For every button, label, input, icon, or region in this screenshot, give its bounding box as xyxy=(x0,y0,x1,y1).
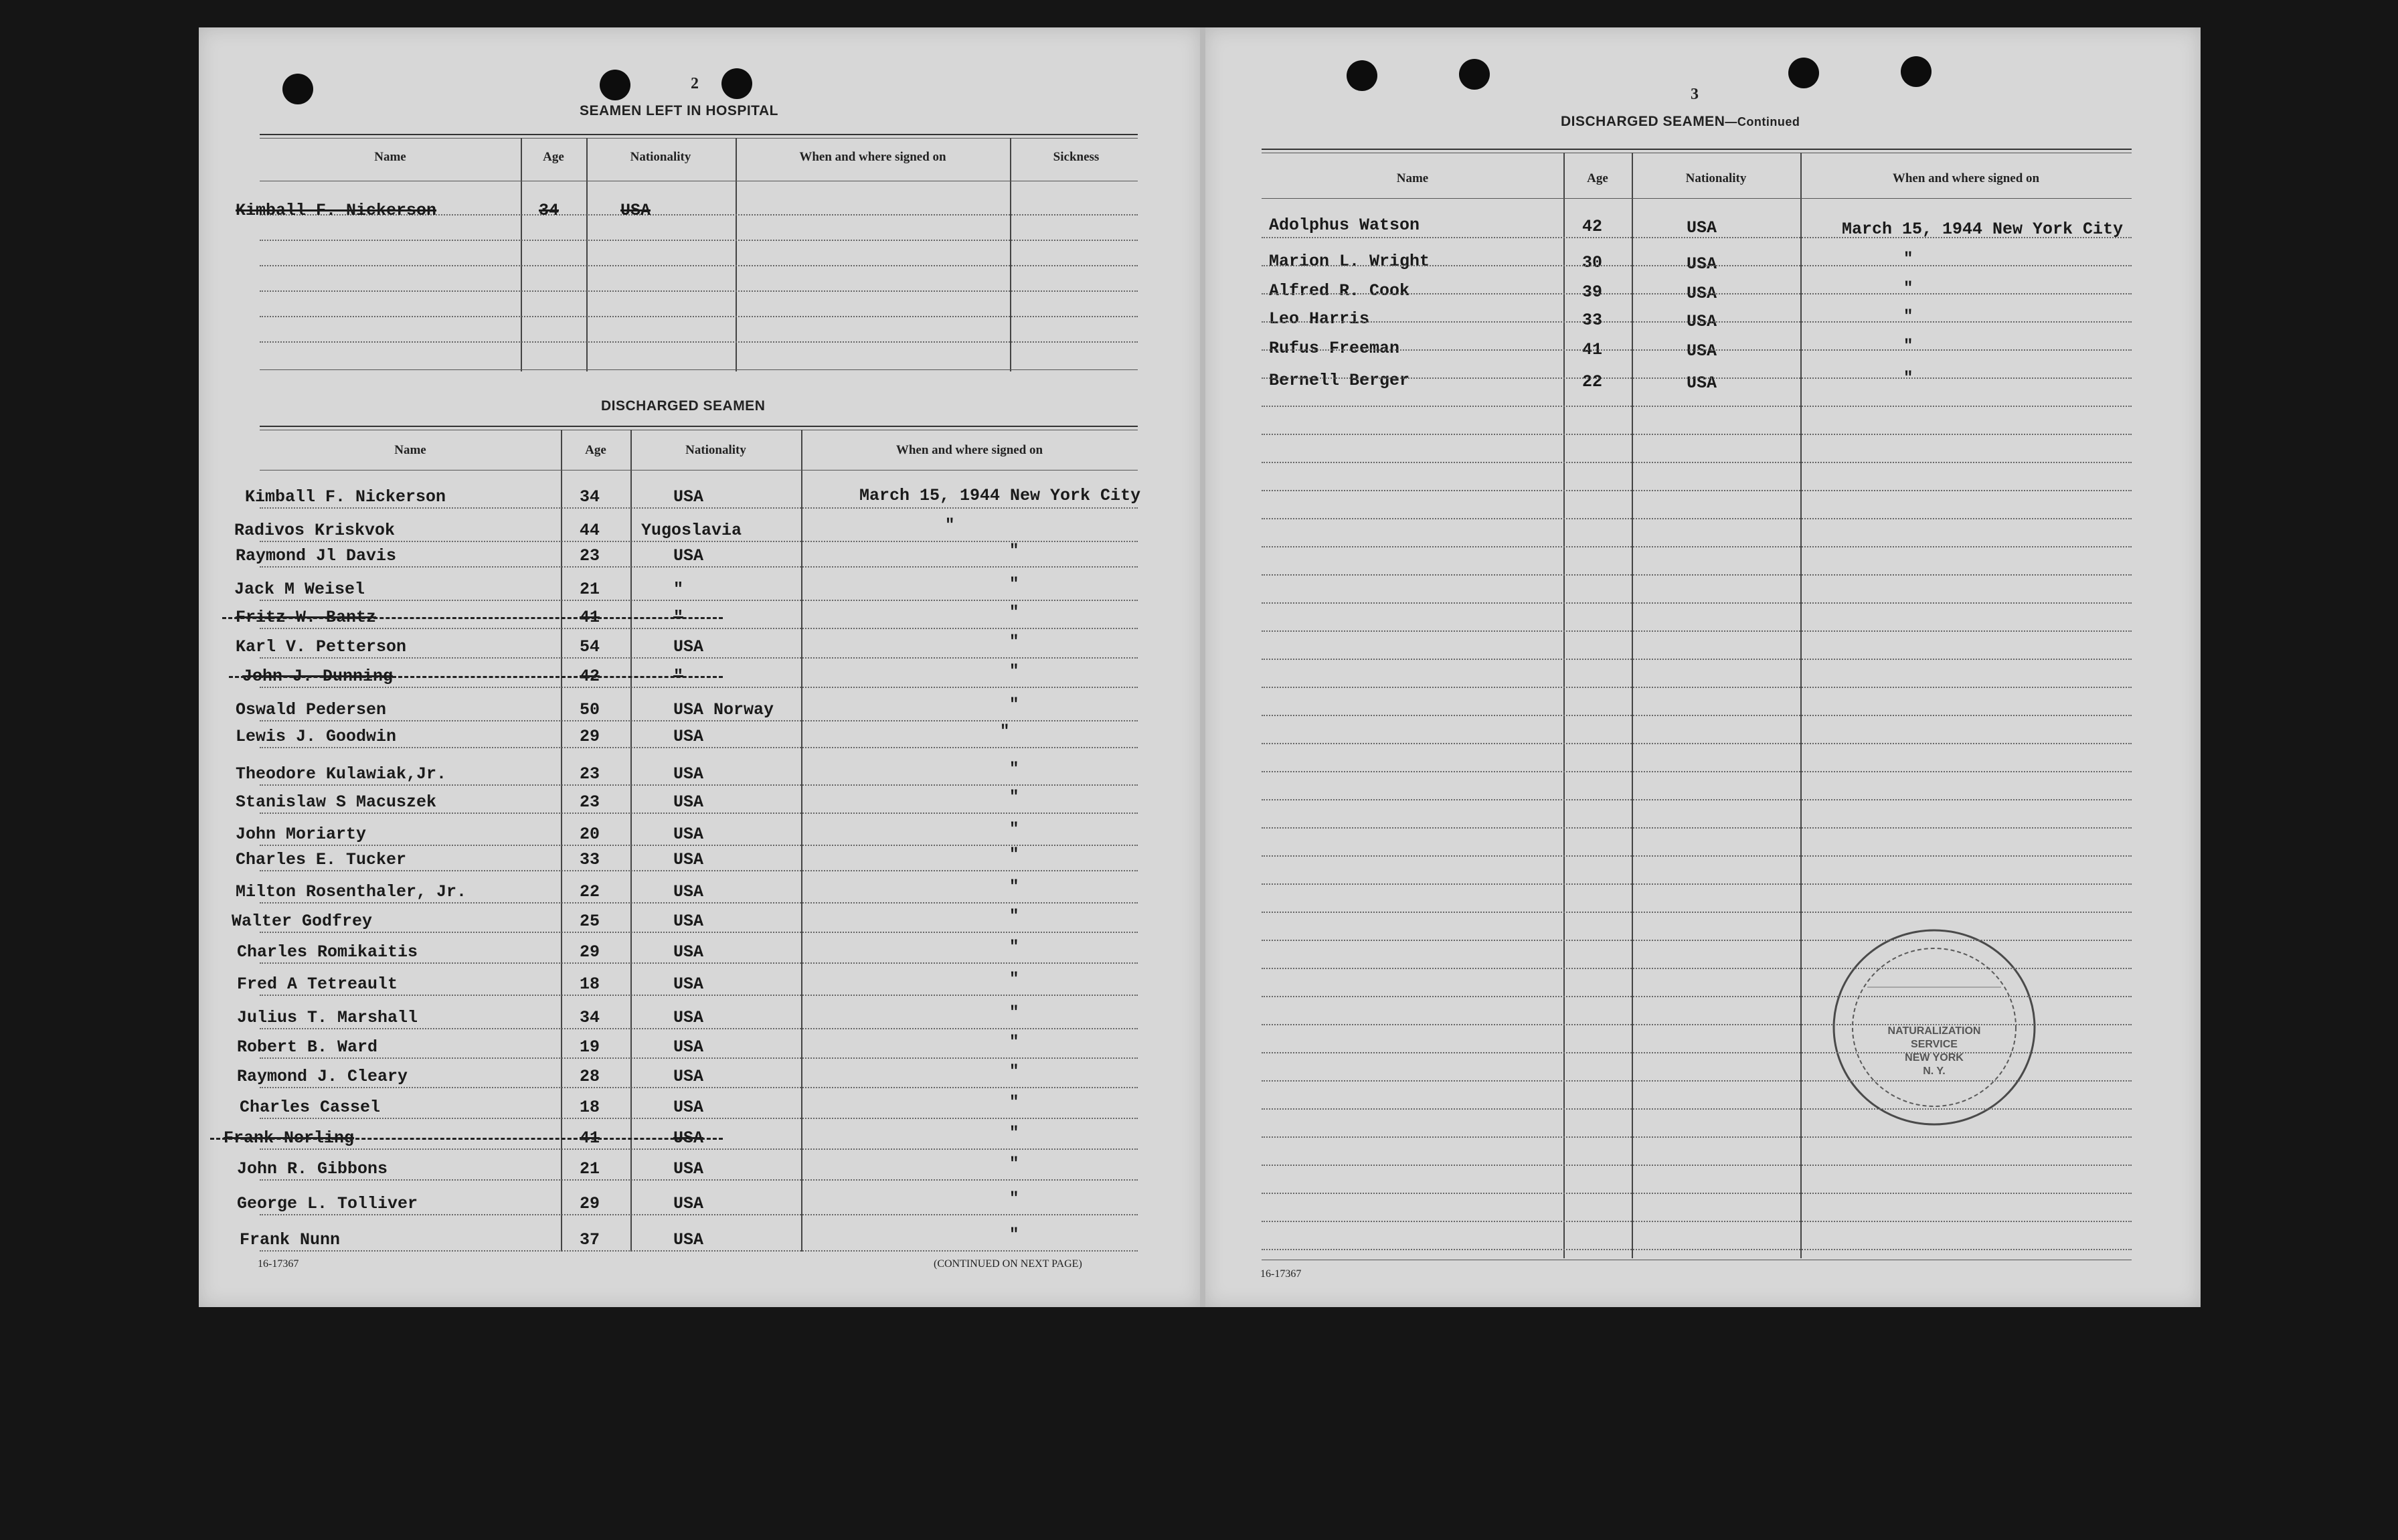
rule-line xyxy=(1262,827,2132,829)
hospital-nationality: USA xyxy=(620,201,651,220)
ditto-mark: " xyxy=(1903,308,1913,326)
right-seaman-name: Rufus Freeman xyxy=(1269,339,1400,358)
rule-line xyxy=(1262,1165,2132,1166)
ditto-mark: " xyxy=(1009,908,1019,926)
rule-line xyxy=(1262,1193,2132,1194)
seaman-age: 37 xyxy=(580,1230,600,1250)
seaman-name: Charles E. Tucker xyxy=(236,850,407,869)
seaman-name: Karl V. Petterson xyxy=(236,637,407,657)
right-seaman-age: 41 xyxy=(1582,340,1603,359)
seaman-age: 22 xyxy=(580,882,600,902)
rule-line xyxy=(1262,940,2132,941)
rule-line xyxy=(260,541,1138,542)
right-seaman-nationality: USA xyxy=(1687,254,1717,274)
seaman-age: 25 xyxy=(580,912,600,931)
seaman-name: Fritz W. Bantz xyxy=(236,608,377,627)
ditto-mark: " xyxy=(1000,723,1010,741)
column-divider xyxy=(1563,153,1565,1258)
rule-line xyxy=(260,812,1138,814)
hospital-col-header: Age xyxy=(543,150,564,164)
seaman-nationality: USA xyxy=(673,1098,704,1117)
form-number-left: 16-17367 xyxy=(258,1258,299,1270)
seaman-name: Raymond J. Cleary xyxy=(237,1067,408,1086)
rule-line xyxy=(1262,198,2132,199)
punch-hole xyxy=(1788,58,1819,88)
seaman-nationality: USA xyxy=(673,727,704,746)
ditto-mark: " xyxy=(1009,663,1019,681)
right-section-title xyxy=(1561,114,1800,130)
column-divider xyxy=(521,138,522,371)
seaman-signed-on: March 15, 1944 New York City xyxy=(859,486,1141,505)
rule-line xyxy=(1262,1024,2132,1025)
seaman-name: Oswald Pedersen xyxy=(236,700,387,719)
seaman-age: 41 xyxy=(580,1128,600,1148)
discharged-col-header: Age xyxy=(585,443,606,457)
ditto-mark: " xyxy=(1009,1033,1019,1051)
right-seaman-age: 42 xyxy=(1582,217,1603,236)
seaman-age: 34 xyxy=(580,1008,600,1027)
seaman-nationality: USA xyxy=(673,825,704,844)
rule-line xyxy=(260,1057,1138,1059)
rule-line xyxy=(1262,1136,2132,1138)
rule-line xyxy=(1262,490,2132,491)
ditto-mark: " xyxy=(1009,846,1019,864)
right-seaman-name: Adolphus Watson xyxy=(1269,216,1420,235)
rule-line xyxy=(260,962,1138,964)
right-seaman-signed-on: March 15, 1944 New York City xyxy=(1842,220,2124,239)
seaman-age: 44 xyxy=(580,521,600,540)
seaman-age: 54 xyxy=(580,637,600,657)
seaman-age: 42 xyxy=(580,667,600,686)
seaman-name: Jack M Weisel xyxy=(234,580,365,599)
seaman-age: 18 xyxy=(580,974,600,994)
hospital-section-title: SEAMEN LEFT IN HOSPITAL xyxy=(580,103,778,118)
discharged-section-title: DISCHARGED SEAMEN xyxy=(601,398,766,414)
ditto-mark: " xyxy=(1009,788,1019,806)
rule-line xyxy=(260,316,1138,317)
seaman-nationality: USA xyxy=(673,942,704,962)
ditto-mark: " xyxy=(1009,576,1019,594)
strike-through xyxy=(222,617,723,619)
rule-line xyxy=(260,902,1138,904)
stamp-line1: NATURALIZATION xyxy=(1887,1025,1981,1037)
rule-line xyxy=(1262,630,2132,632)
seaman-age: 29 xyxy=(580,942,600,962)
hospital-age: 34 xyxy=(539,201,560,220)
seaman-nationality: " xyxy=(673,667,684,686)
rule-line xyxy=(1262,1052,2132,1053)
right-seaman-nationality: USA xyxy=(1687,284,1717,303)
rule-line xyxy=(1262,518,2132,519)
ditto-mark: " xyxy=(1009,938,1019,956)
discharged-col-header: When and where signed on xyxy=(895,443,1043,457)
rule-line xyxy=(1262,293,2132,294)
rule-line xyxy=(1262,574,2132,576)
column-divider xyxy=(630,430,632,1252)
seaman-age: 29 xyxy=(580,727,600,746)
rule-line xyxy=(260,290,1138,292)
rule-line xyxy=(260,687,1138,688)
rule-line xyxy=(1262,659,2132,660)
rule-line xyxy=(260,1148,1138,1150)
punch-hole xyxy=(282,74,313,104)
stamp-line4: N. Y. xyxy=(1923,1065,1946,1077)
rule-line xyxy=(260,845,1138,846)
rule-line xyxy=(260,134,1138,135)
seaman-name: John Moriarty xyxy=(236,825,367,844)
rule-line xyxy=(260,747,1138,748)
stamp-line2: SERVICE xyxy=(1911,1039,1958,1050)
right-col-header: Nationality xyxy=(1685,171,1747,185)
ditto-mark: " xyxy=(1903,337,1913,355)
seaman-nationality: " xyxy=(673,608,684,627)
seaman-age: 20 xyxy=(580,825,600,844)
rule-line xyxy=(260,932,1138,933)
page-number-right: 3 xyxy=(1691,86,1699,103)
rule-line xyxy=(260,784,1138,786)
seaman-nationality: USA xyxy=(673,1128,704,1148)
seaman-age: 23 xyxy=(580,792,600,812)
rule-line xyxy=(1262,771,2132,772)
punch-hole xyxy=(1347,60,1377,91)
ditto-mark: " xyxy=(1009,878,1019,896)
page-number-left: 2 xyxy=(691,75,699,92)
rule-line xyxy=(1262,855,2132,857)
seaman-name: Robert B. Ward xyxy=(237,1037,378,1057)
rule-line xyxy=(1262,149,2132,150)
seaman-name: Charles Romikaitis xyxy=(237,942,418,962)
right-seaman-nationality: USA xyxy=(1687,341,1717,361)
seaman-name: Lewis J. Goodwin xyxy=(236,727,397,746)
seaman-age: 34 xyxy=(580,487,600,507)
ditto-mark: " xyxy=(1903,369,1913,388)
seaman-name: John R. Gibbons xyxy=(237,1159,388,1179)
rule-line xyxy=(1262,1080,2132,1082)
ditto-mark: " xyxy=(1009,1226,1019,1244)
right-seaman-name: Marion L. Wright xyxy=(1269,252,1430,271)
rule-line xyxy=(260,995,1138,996)
seaman-name: John J. Dunning xyxy=(242,667,394,686)
rule-line xyxy=(1262,462,2132,463)
seaman-nationality: USA xyxy=(673,1037,704,1057)
seaman-nationality: Yugoslavia xyxy=(641,521,742,540)
right-seaman-name: Bernell Berger xyxy=(1269,371,1410,390)
continued-note: (CONTINUED ON NEXT PAGE) xyxy=(934,1258,1082,1270)
seaman-age: 41 xyxy=(580,608,600,627)
seaman-age: 50 xyxy=(580,700,600,719)
discharged-col-header: Name xyxy=(394,443,426,457)
seaman-nationality: USA xyxy=(673,882,704,902)
rule-line xyxy=(1262,377,2132,379)
rule-line xyxy=(260,507,1138,509)
right-col-header: Name xyxy=(1396,171,1429,185)
right-seaman-nationality: USA xyxy=(1687,218,1717,238)
seaman-name: George L. Tolliver xyxy=(237,1194,418,1213)
rule-line xyxy=(260,1250,1138,1252)
seaman-age: 33 xyxy=(580,850,600,869)
ditto-mark: " xyxy=(1009,760,1019,778)
seaman-nationality: USA xyxy=(673,974,704,994)
rule-line xyxy=(1262,1249,2132,1250)
rule-line xyxy=(1262,602,2132,604)
rule-line xyxy=(260,1028,1138,1029)
rule-line xyxy=(260,138,1138,139)
ditto-mark: " xyxy=(1009,542,1019,560)
ditto-mark: " xyxy=(1009,1094,1019,1112)
rule-line xyxy=(1262,1221,2132,1222)
seaman-nationality: USA xyxy=(673,637,704,657)
seaman-name: Kimball F. Nickerson xyxy=(245,487,446,507)
form-number-right: 16-17367 xyxy=(1260,1268,1302,1280)
column-divider xyxy=(586,138,588,371)
rule-line xyxy=(1262,237,2132,238)
column-divider xyxy=(561,430,562,1252)
seaman-name: Theodore Kulawiak,Jr. xyxy=(236,764,447,784)
right-seaman-age: 39 xyxy=(1582,282,1603,302)
seaman-age: 23 xyxy=(580,546,600,566)
seaman-age: 21 xyxy=(580,1159,600,1179)
seaman-age: 28 xyxy=(580,1067,600,1086)
rule-line xyxy=(260,720,1138,721)
rule-line xyxy=(260,240,1138,241)
rule-line xyxy=(1262,321,2132,323)
seaman-nationality: USA Norway xyxy=(673,700,774,719)
rule-line xyxy=(1262,546,2132,547)
seaman-nationality: USA xyxy=(673,850,704,869)
ditto-mark: " xyxy=(1009,970,1019,989)
right-seaman-name: Alfred R. Cook xyxy=(1269,281,1410,301)
column-divider xyxy=(1800,153,1802,1258)
rule-line xyxy=(1262,434,2132,435)
rule-line xyxy=(260,1179,1138,1181)
immigration-stamp xyxy=(1827,920,2048,1134)
rule-line xyxy=(1262,996,2132,997)
seaman-nationality: USA xyxy=(673,1230,704,1250)
ditto-mark: " xyxy=(1009,1004,1019,1022)
seaman-name: Fred A Tetreault xyxy=(237,974,398,994)
seaman-name: Raymond Jl Davis xyxy=(236,546,397,566)
right-col-header: Age xyxy=(1587,171,1608,185)
rule-line xyxy=(260,600,1138,601)
seaman-name: Charles Cassel xyxy=(240,1098,381,1117)
rule-line xyxy=(1262,687,2132,688)
hospital-col-header: Name xyxy=(374,150,406,164)
rule-line xyxy=(260,628,1138,629)
seaman-nationality: USA xyxy=(673,1008,704,1027)
ditto-mark: " xyxy=(1009,633,1019,651)
punch-hole xyxy=(600,70,630,100)
discharged-col-header: Nationality xyxy=(685,443,746,457)
punch-hole xyxy=(1459,59,1490,90)
rule-line xyxy=(1262,406,2132,407)
rule-line xyxy=(260,369,1138,370)
seaman-name: Walter Godfrey xyxy=(232,912,373,931)
seaman-name: Julius T. Marshall xyxy=(237,1008,418,1027)
right-seaman-age: 33 xyxy=(1582,311,1603,330)
rule-line xyxy=(1262,799,2132,800)
seaman-age: 23 xyxy=(580,764,600,784)
rule-line xyxy=(1262,1108,2132,1110)
stamp-line3: NEW YORK xyxy=(1905,1052,1964,1063)
rule-line xyxy=(1262,715,2132,716)
seaman-name: Stanislaw S Macuszek xyxy=(236,792,437,812)
right-seaman-nationality: USA xyxy=(1687,373,1717,393)
ditto-mark: " xyxy=(1009,1190,1019,1208)
seaman-nationality: USA xyxy=(673,912,704,931)
right-col-header: When and where signed on xyxy=(1892,171,2040,185)
rule-line xyxy=(1262,265,2132,266)
rule-line xyxy=(260,1087,1138,1088)
seaman-nationality: USA xyxy=(673,764,704,784)
rule-line xyxy=(1262,883,2132,885)
seaman-name: Frank Norling xyxy=(224,1128,355,1148)
column-divider xyxy=(736,138,737,371)
seaman-nationality: USA xyxy=(673,1159,704,1179)
strike-through xyxy=(210,1138,723,1140)
seaman-age: 29 xyxy=(580,1194,600,1213)
rule-line xyxy=(260,870,1138,871)
right-seaman-nationality: USA xyxy=(1687,312,1717,331)
rule-line xyxy=(260,566,1138,568)
ditto-mark: " xyxy=(1903,280,1913,298)
seaman-nationality: USA xyxy=(673,546,704,566)
ditto-mark: " xyxy=(1903,250,1913,268)
hospital-col-header: Sickness xyxy=(1053,150,1100,164)
rule-line xyxy=(1262,912,2132,913)
seaman-name: Frank Nunn xyxy=(240,1230,341,1250)
punch-hole xyxy=(721,68,752,99)
seaman-age: 21 xyxy=(580,580,600,599)
rule-line xyxy=(1262,743,2132,744)
column-divider xyxy=(1632,153,1633,1258)
ditto-mark: " xyxy=(1009,821,1019,839)
column-divider xyxy=(1010,138,1011,371)
rule-line xyxy=(260,426,1138,427)
seaman-nationality: USA xyxy=(673,1067,704,1086)
rule-line xyxy=(260,1214,1138,1215)
right-seaman-name: Leo Harris xyxy=(1269,309,1370,329)
seaman-nationality: " xyxy=(673,580,684,599)
seaman-nationality: USA xyxy=(673,792,704,812)
rule-line xyxy=(1262,349,2132,351)
rule-line xyxy=(1262,968,2132,969)
ditto-mark: " xyxy=(1009,696,1019,714)
ditto-mark: " xyxy=(1009,1155,1019,1173)
seaman-nationality: USA xyxy=(673,487,704,507)
seaman-age: 19 xyxy=(580,1037,600,1057)
ditto-mark: " xyxy=(1009,1063,1019,1081)
right-seaman-age: 22 xyxy=(1582,372,1603,392)
column-divider xyxy=(801,430,802,1252)
rule-line xyxy=(260,341,1138,343)
ditto-mark: " xyxy=(1009,604,1019,622)
right-title-main: DISCHARGED SEAMEN xyxy=(1561,114,1725,129)
punch-hole xyxy=(1901,56,1932,87)
rule-line xyxy=(260,1118,1138,1119)
rule-line xyxy=(260,657,1138,659)
ditto-mark: " xyxy=(945,517,955,535)
seaman-name: Milton Rosenthaler, Jr. xyxy=(236,882,467,902)
hospital-col-header: When and where signed on xyxy=(799,150,946,164)
seaman-age: 18 xyxy=(580,1098,600,1117)
seaman-name: Radivos Kriskvok xyxy=(234,521,396,540)
page-fold xyxy=(1200,27,1205,1307)
seaman-nationality: USA xyxy=(673,1194,704,1213)
hospital-col-header: Nationality xyxy=(630,150,691,164)
ditto-mark: " xyxy=(1009,1124,1019,1142)
hospital-name: Kimball F. Nickerson xyxy=(236,201,437,220)
strike-through xyxy=(229,676,723,678)
right-title-suffix: —Continued xyxy=(1725,115,1800,129)
rule-line xyxy=(260,265,1138,266)
right-seaman-age: 30 xyxy=(1582,253,1603,272)
